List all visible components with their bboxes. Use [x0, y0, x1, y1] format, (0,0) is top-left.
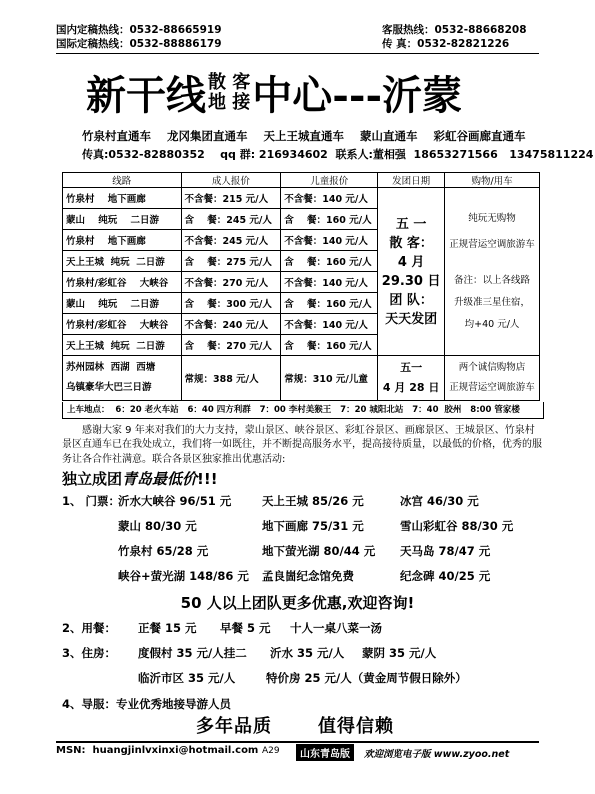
footer-msn: MSN: huangjinlvxinxi@hotmail.com	[56, 745, 259, 756]
child-price-cell: 含 餐：160 元/人	[281, 293, 378, 314]
meal-item: 早餐 5 元	[220, 621, 271, 635]
route-cell: 天上王城 纯玩 二日游	[63, 335, 182, 356]
child-price-cell: 常规：310 元/儿童	[281, 356, 378, 401]
date-line: 五 一	[395, 216, 427, 232]
adult-price-cell: 不含餐：270 元/人	[181, 272, 281, 293]
footer-divider	[56, 741, 539, 743]
guide-line: 4、导服：专业优秀地接导游人员	[62, 697, 231, 711]
title-small-bottom: 地 接	[208, 91, 251, 113]
adult-price-cell: 含 餐：245 元/人	[181, 209, 281, 230]
promo-title-a: 独立成团	[62, 470, 123, 488]
promo-title-c: !!!	[197, 470, 218, 488]
lodging-item: 特价房 25 元/人（黄金周节假日除外）	[266, 671, 467, 685]
routes-line: 竹泉村直通车 龙冈集团直通车 天上王城直通车 蒙山直通车 彩虹谷画廊直通车	[82, 129, 526, 143]
ticket-item: 沂水大峡谷 96/51 元	[118, 494, 232, 508]
meals-label: 2、用餐：	[62, 621, 117, 635]
header-date: 发团日期	[378, 173, 445, 188]
departure-date-cell	[378, 188, 445, 356]
group-offer: 50 人以上团队更多优惠,欢迎咨询!	[180, 594, 415, 612]
shopping-line: 均+40 元/人	[464, 318, 520, 330]
child-price-cell: 含 餐：160 元/人	[281, 251, 378, 272]
departure-date-cell	[378, 356, 445, 401]
ticket-item: 蒙山 80/30 元	[118, 519, 197, 533]
shopping-line: 备注：以上各线路	[454, 274, 531, 286]
tickets-label: 1、 门票：	[62, 494, 121, 508]
price-table	[62, 172, 540, 401]
ticket-item: 雪山彩虹谷 88/30 元	[400, 519, 514, 533]
child-price-cell: 含 餐：160 元/人	[281, 209, 378, 230]
ticket-item: 纪念碑 40/25 元	[400, 569, 491, 583]
date-line: 4 月	[397, 254, 425, 270]
route-cell: 竹泉村/彩虹谷 大峡谷	[63, 314, 182, 335]
international-hotline: 国际定稿热线：0532-88886179	[56, 38, 222, 50]
child-price-cell: 含 餐：160 元/人	[281, 335, 378, 356]
title-main-1: 新干线	[86, 72, 206, 119]
route-cell: 竹泉村/彩虹谷 大峡谷	[63, 272, 182, 293]
route-cell	[63, 356, 182, 401]
page-title	[86, 64, 462, 120]
route-cell: 竹泉村 地下画廊	[63, 188, 182, 209]
promo-title-b: 青岛最低价	[122, 470, 198, 488]
child-price-cell: 不含餐：140 元/人	[281, 314, 378, 335]
shopping-line: 两个诚信购物店	[458, 362, 526, 373]
ticket-item: 天上王城 85/26 元	[262, 494, 364, 508]
child-price-cell: 不含餐：140 元/人	[281, 188, 378, 209]
fax-hotline: 传 真：0532-82821226	[382, 38, 510, 50]
ticket-item: 竹泉村 65/28 元	[118, 544, 209, 558]
ticket-item: 地下萤光湖 80/44 元	[262, 544, 376, 558]
route-line: 苏州园林 西湖 西塘	[66, 362, 156, 373]
meal-item: 十人一桌八菜一汤	[290, 621, 382, 635]
route-cell: 竹泉村 地下画廊	[63, 230, 182, 251]
lodging-label: 3、住房：	[62, 646, 117, 660]
date-line: 天天发团	[385, 311, 438, 327]
ticket-item: 地下画廊 75/31 元	[262, 519, 364, 533]
ticket-item: 天马岛 78/47 元	[400, 544, 491, 558]
ticket-item: 孟良崮纪念馆免费	[262, 569, 354, 583]
brand-badge: 山东青岛版	[296, 744, 354, 761]
adult-price-cell: 不含餐：240 元/人	[181, 314, 281, 335]
shopping-line: 正规营运空调旅游车	[449, 238, 535, 250]
date-line: 团 队：	[389, 292, 433, 308]
lodging-item: 沂水 35 元/人	[270, 646, 345, 660]
meal-item: 正餐 15 元	[138, 621, 197, 635]
shopping-line: 纯玩无购物	[468, 212, 516, 224]
shopping-cell	[445, 356, 540, 401]
intro-paragraph: 感谢大家 9 年来对我们的大力支持，蒙山景区、峡谷景区、彩虹谷景区、画廊景区、王城景区、竹泉村景区直通车已在我处成立，我们将一如既往，并不断提高服务水平，提高接待质量，以最低的价格，优秀的服务让各合作社满意。联合各景区独家推出优惠活动:	[62, 425, 542, 465]
service-hotline: 客服热线：0532-88668208	[382, 24, 527, 36]
adult-price-cell: 不含餐：215 元/人	[181, 188, 281, 209]
title-small-top: 散 客	[208, 71, 251, 93]
child-price-cell: 不含餐：140 元/人	[281, 272, 378, 293]
child-price-cell: 不含餐：140 元/人	[281, 230, 378, 251]
table-header-row	[63, 173, 540, 188]
adult-price-cell: 含 餐：300 元/人	[181, 293, 281, 314]
date-line: 29.30 日	[381, 273, 441, 289]
header-adult: 成人报价	[181, 173, 281, 188]
lodging-item: 蒙阴 35 元/人	[362, 646, 437, 660]
title-small-stack	[208, 73, 250, 113]
header-shopping: 购物/用车	[445, 173, 540, 188]
header-child: 儿童报价	[281, 173, 378, 188]
title-main-2: 中心---沂蒙	[252, 72, 463, 119]
shopping-cell	[445, 188, 540, 356]
ticket-item: 冰宫 46/30 元	[400, 494, 479, 508]
table-row-suzhou	[63, 356, 540, 401]
shopping-line: 正规营运空调旅游车	[449, 382, 535, 393]
shopping-line: 升级准三星住宿，	[454, 296, 531, 308]
slogan-left: 多年品质	[196, 716, 272, 737]
route-cell: 蒙山 纯玩 二日游	[63, 209, 182, 230]
adult-price-cell: 含 餐：270 元/人	[181, 335, 281, 356]
ticket-item: 峡谷+萤光湖 148/86 元	[118, 569, 249, 583]
route-cell: 天上王城 纯玩 二日游	[63, 251, 182, 272]
domestic-hotline: 国内定稿热线：0532-88665919	[56, 24, 222, 36]
adult-price-cell: 常规：388 元/人	[181, 356, 281, 401]
page-number: A29	[262, 746, 280, 756]
boarding-points: 上车地点： 6：20 老火车站 6：40 四方利群 7：00 李村美猴王 7：20 城阳北站 7：40 胶州 8:00 管家楼	[62, 402, 544, 419]
adult-price-cell: 不含餐：245 元/人	[181, 230, 281, 251]
date-line: 散 客：	[389, 235, 433, 251]
date-line: 五一	[400, 361, 423, 374]
route-line: 乌镇豪华大巴三日游	[66, 382, 152, 393]
lodging-item: 临沂市区 35 元/人	[138, 671, 236, 685]
adult-price-cell: 含 餐：275 元/人	[181, 251, 281, 272]
slogan-right: 值得信赖	[318, 716, 394, 737]
date-line: 4 月 28 日	[382, 381, 440, 394]
header-divider	[56, 53, 539, 54]
header-route: 线路	[63, 173, 182, 188]
lodging-item: 度假村 35 元/人挂二	[138, 646, 247, 660]
promo-title	[62, 468, 218, 489]
footer-tail: 欢迎浏览电子版 www.zyoo.net	[364, 749, 510, 760]
table-row	[63, 188, 540, 209]
route-cell: 蒙山 纯玩 二日游	[63, 293, 182, 314]
contact-line: 传真:0532-82880352 qq 群: 216934602 联系人:董相强 18653271566 13475811224	[82, 148, 594, 161]
